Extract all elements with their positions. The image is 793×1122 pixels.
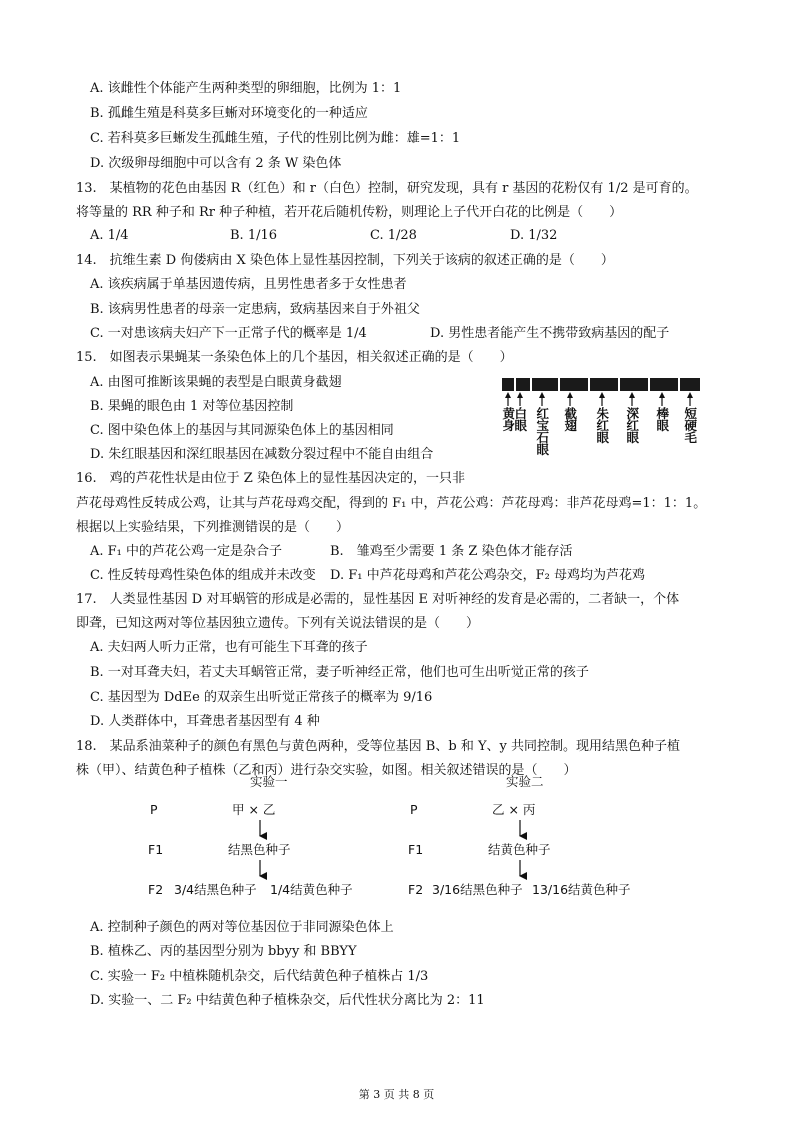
- gene-arrowhead: [517, 392, 523, 398]
- q18-option-c: C. 实验一 F₂ 中植株随机杂交，后代结黄色种子植株占 1/3: [90, 969, 429, 984]
- q13-stem-cont: 将等量的 RR 种子和 Rr 种子种植，若开花后随机传粉，则理论上子代开白花的比例是（ ）: [76, 205, 623, 220]
- q18-option-b: B. 植株乙、丙的基因型分别为 bbyy 和 BBYY: [90, 944, 357, 959]
- q14-stem: 14. 抗维生素 D 佝偻病由 X 染色体上显性基因控制，下列关于该病的叙述正确的是（ ）: [76, 253, 614, 268]
- q14-option-a: A. 该疾病属于单基因遗传病，且男性患者多于女性患者: [90, 277, 407, 292]
- chromosome-band-gap: [514, 378, 516, 391]
- q17-option-a: A. 夫妇两人听力正常，也有可能生下耳聋的孩子: [90, 640, 368, 655]
- exp2-cross: 乙 × 丙: [492, 802, 536, 817]
- exp1-f2-b: 1/4结黄色种子: [270, 882, 353, 897]
- q16-option-d: D. F₁ 中芦花母鸡和芦花公鸡杂交，F₂ 母鸡均为芦花鸡: [330, 568, 645, 583]
- q12-option-c: C. 若科莫多巨蜥发生孤雌生殖，子代的性别比例为雌：雄=1：1: [90, 131, 461, 146]
- exp2-f2-a: 3/16结黑色种子: [432, 882, 523, 897]
- exp1-cross: 甲 × 乙: [232, 802, 276, 817]
- q16-option-c: C. 性反转母鸡性染色体的组成并未改变: [90, 568, 316, 583]
- exp2-f1-result: 结黄色种子: [488, 842, 551, 857]
- q13-option-a: A. 1/4: [90, 228, 129, 243]
- q16-stem-cont: 芦花母鸡性反转成公鸡，让其与芦花母鸡交配，得到的 F₁ 中，芦花公鸡：芦花母鸡：非芦花母鸡=1：1：1。: [76, 496, 707, 511]
- q13-option-b: B. 1/16: [230, 228, 278, 243]
- q16-option-b: B. 雏鸡至少需要 1 条 Z 染色体才能存活: [330, 544, 573, 559]
- chromosome-band-gap: [618, 378, 620, 391]
- q15-option-b: B. 果蝇的眼色由 1 对等位基因控制: [90, 399, 294, 414]
- chromosome-band-gap: [648, 378, 650, 391]
- chromosome-band-gap: [558, 378, 560, 391]
- q15-option-c: C. 图中染色体上的基因与其同源染色体上的基因相同: [90, 423, 394, 438]
- q15-option-a: A. 由图可推断该果蝇的表型是白眼黄身截翅: [90, 375, 342, 390]
- q18-option-a: A. 控制种子颜色的两对等位基因位于非同源染色体上: [90, 920, 394, 935]
- gene-label: 黄身: [502, 406, 516, 433]
- gene-arrowhead: [659, 392, 665, 398]
- q17-stem-cont: 即聋，已知这两对等位基因独立遗传。下列有关说法错误的是（ ）: [76, 616, 480, 631]
- gene-label: 短硬毛: [684, 406, 698, 445]
- gene-label: 棒眼: [656, 406, 670, 433]
- gene-label: 白眼: [514, 406, 528, 433]
- q18-stem-cont: 株（甲）、结黄色种子植株（乙和丙）进行杂交实验，如图。相关叙述错误的是（ ）: [76, 763, 577, 778]
- q17-stem: 17. 人类显性基因 D 对耳蜗管的形成是必需的，显性基因 E 对听神经的发育是必需的，二者缺一，个体: [76, 592, 680, 607]
- chromosome-band-gap: [530, 378, 532, 391]
- q14-option-c: C. 一对患该病夫妇产下一正常子代的概率是 1/4: [90, 326, 367, 341]
- q14-option-d: D. 男性患者能产生不携带致病基因的配子: [430, 326, 670, 341]
- page-footer: 第 3 页 共 8 页: [358, 1088, 435, 1101]
- chromosome-band-gap: [588, 378, 590, 391]
- q14-option-b: B. 该病男性患者的母亲一定患病，致病基因来自于外祖父: [90, 302, 420, 317]
- gene-arrowhead: [629, 392, 635, 398]
- exp1-f2-label: F2: [148, 882, 164, 897]
- exp1-f1-result: 结黑色种子: [228, 842, 291, 857]
- q16-option-a: A. F₁ 中的芦花公鸡一定是杂合子: [90, 544, 283, 559]
- q18-stem: 18. 某品系油菜种子的颜色有黑色与黄色两种，受等位基因 B、b 和 Y、y 共同控制。现用结黑色种子植: [76, 739, 681, 754]
- exp2-f2-label: F2: [408, 882, 424, 897]
- gene-label: 深红眼: [626, 406, 640, 445]
- gene-label: 红宝石眼: [536, 406, 550, 457]
- exp1-title: 实验一: [250, 774, 288, 789]
- q17-option-b: B. 一对耳聋夫妇，若丈夫耳蜗管正常，妻子听神经正常，他们也可生出听觉正常的孩子: [90, 665, 589, 680]
- gene-label: 截翅: [564, 406, 578, 433]
- q17-option-c: C. 基因型为 DdEe 的双亲生出听觉正常孩子的概率为 9/16: [90, 690, 433, 705]
- q12-option-d: D. 次级卵母细胞中可以含有 2 条 W 染色体: [90, 156, 342, 171]
- gene-arrowhead: [599, 392, 605, 398]
- cross-experiment-diagram: [140, 770, 631, 910]
- q13-option-d: D. 1/32: [510, 228, 558, 243]
- q15-option-d: D. 朱红眼基因和深红眼基因在减数分裂过程中不能自由组合: [90, 447, 434, 462]
- gene-arrowhead: [539, 392, 545, 398]
- exp1-p-label: P: [150, 802, 158, 817]
- q12-option-a: A. 该雌性个体能产生两种类型的卵细胞，比例为 1：1: [90, 81, 402, 96]
- exp2-title: 实验二: [506, 774, 544, 789]
- q12-option-b: B. 孤雌生殖是科莫多巨蜥对环境变化的一种适应: [90, 106, 368, 121]
- exp1-f1-label: F1: [148, 842, 164, 857]
- q18-option-d: D. 实验一、二 F₂ 中结黄色种子植株杂交，后代性状分离比为 2：11: [90, 993, 485, 1008]
- q17-option-d: D. 人类群体中，耳聋患者基因型有 4 种: [90, 714, 320, 729]
- exp2-f1-label: F1: [408, 842, 424, 857]
- gene-label: 朱红眼: [596, 406, 610, 445]
- q16-stem: 16. 鸡的芦花性状是由位于 Z 染色体上的显性基因决定的，一只非: [76, 471, 465, 486]
- q15-stem: 15. 如图表示果蝇某一条染色体上的几个基因，相关叙述正确的是（ ）: [76, 350, 513, 365]
- chromosome-band-gap: [678, 378, 680, 391]
- exp2-p-label: P: [410, 802, 418, 817]
- q16-stem-cont2: 根据以上实验结果，下列推测错误的是（ ）: [76, 520, 350, 535]
- q13-stem: 13. 某植物的花色由基因 R（红色）和 r（白色）控制，研究发现，具有 r 基因的花粉仅有 1/2 是可育的。: [76, 181, 698, 196]
- gene-arrowhead: [687, 392, 693, 398]
- gene-arrowhead: [567, 392, 573, 398]
- gene-arrowhead: [505, 392, 511, 398]
- q13-option-c: C. 1/28: [370, 228, 417, 243]
- exp2-f2-b: 13/16结黄色种子: [532, 882, 631, 897]
- exp1-f2-a: 3/4结黑色种子: [174, 882, 257, 897]
- chromosome-diagram: [500, 376, 705, 466]
